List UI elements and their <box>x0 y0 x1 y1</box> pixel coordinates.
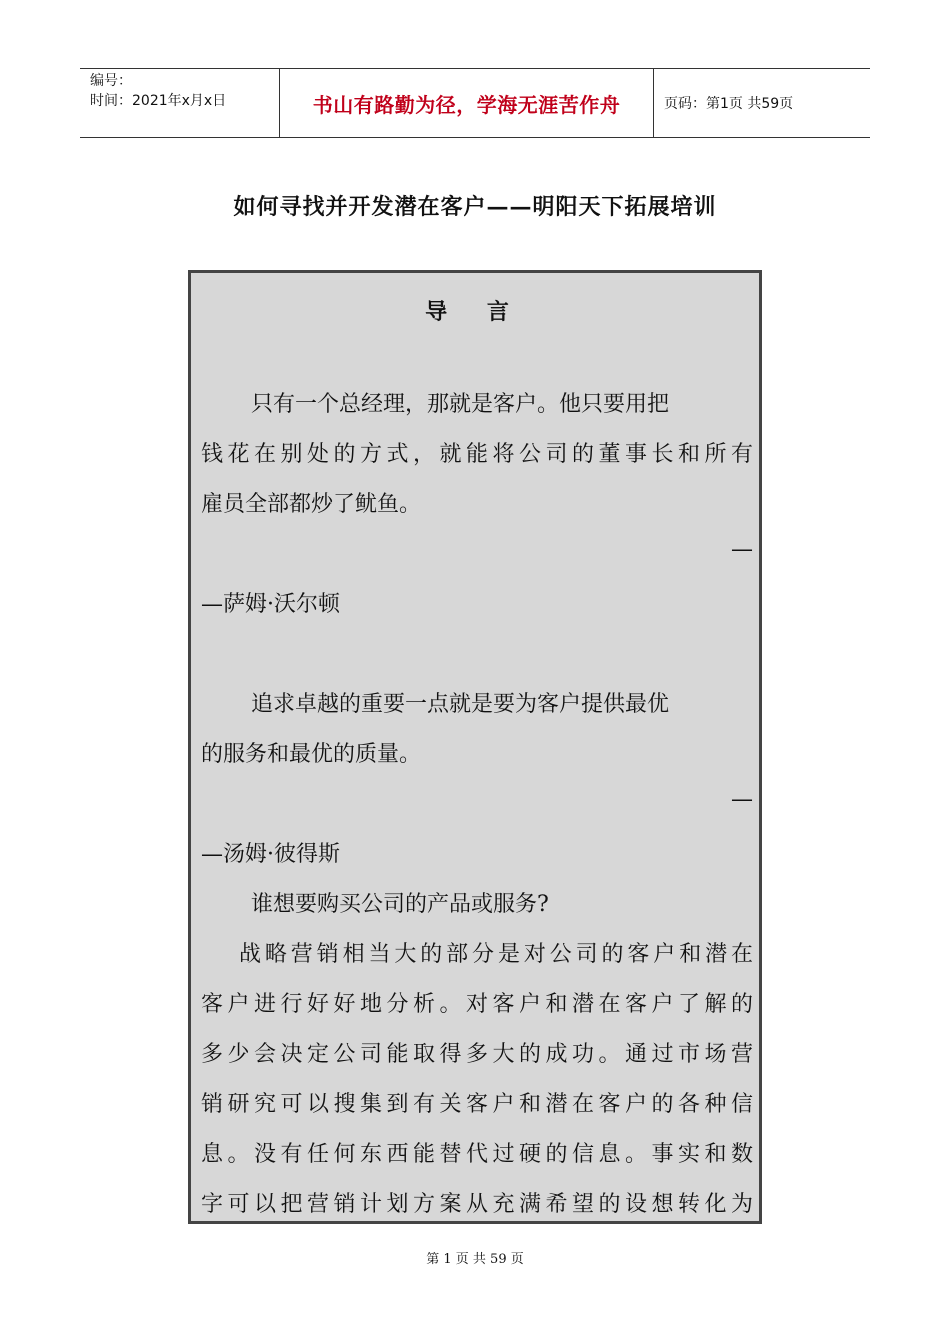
section-question: 谁想要购买公司的产品或服务? <box>251 892 549 917</box>
document-title: 如何寻找并开发潜在客户——明阳天下拓展培训 <box>233 194 717 220</box>
header-meta <box>80 69 280 137</box>
page-footer: 第 1 页 共 59 页 <box>426 1252 524 1267</box>
intro-heading: 导 言 <box>425 299 525 325</box>
header-page-cell <box>654 69 870 137</box>
page-info: 页码：第1页 共59页 <box>664 96 794 112</box>
number-label: 编号： <box>90 73 132 89</box>
body-line: 字可以把营销计划方案从充满希望的设想转化为 <box>201 1192 753 1217</box>
attribution: —汤姆·彼得斯 <box>201 842 340 867</box>
header-table <box>80 68 870 138</box>
body-line: 雇员全部都炒了鱿鱼。 <box>201 492 422 517</box>
body-line: 客户进行好好地分析。对客户和潜在客户了解的 <box>201 992 753 1017</box>
body-line: 战略营销相当大的部分是对公司的客户和潜在 <box>239 942 753 967</box>
body-line: 追求卓越的重要一点就是要为客户提供最优 <box>251 692 670 717</box>
attribution-dash: — <box>731 787 753 812</box>
motto-text: 书山有路勤为径，学海无涯苦作舟 <box>312 92 621 117</box>
attribution: —萨姆·沃尔顿 <box>201 592 340 617</box>
body-line: 只有一个总经理，那就是客户。他只要用把 <box>251 392 670 417</box>
attribution-dash: — <box>731 537 753 562</box>
intro-box <box>188 270 762 1224</box>
body-line: 息。没有任何东西能替代过硬的信息。事实和数 <box>201 1142 753 1167</box>
body-line: 钱花在别处的方式，就能将公司的董事长和所有 <box>201 442 753 467</box>
time-label: 时间：2021年x月x日 <box>90 93 227 109</box>
body-line: 多少会决定公司能取得多大的成功。通过市场营 <box>201 1042 753 1067</box>
body-line: 销研究可以搜集到有关客户和潜在客户的各种信 <box>201 1092 753 1117</box>
body-line: 的服务和最优的质量。 <box>201 742 422 767</box>
header-motto-cell <box>280 69 654 137</box>
